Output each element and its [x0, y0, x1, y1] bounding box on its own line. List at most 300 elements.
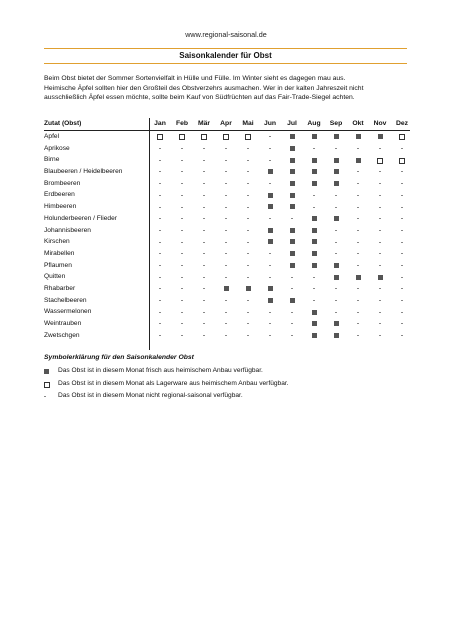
month-cell — [215, 143, 237, 155]
filled-square-icon — [312, 169, 317, 174]
fruit-name: Apfel — [44, 133, 60, 140]
dash-icon — [203, 183, 205, 184]
month-cell — [215, 330, 237, 342]
month-cell — [391, 189, 413, 201]
dash-icon — [203, 288, 205, 289]
dash-icon — [159, 300, 161, 301]
filled-square-icon — [290, 193, 295, 198]
month-cell — [149, 154, 171, 166]
month-cell — [303, 271, 325, 283]
month-header: Sep — [329, 120, 343, 127]
legend-symbol — [44, 390, 52, 403]
month-cell — [281, 271, 303, 283]
dash-icon — [313, 288, 315, 289]
month-cell — [391, 213, 413, 225]
month-cell — [237, 131, 259, 143]
month-cell — [303, 178, 325, 190]
page-title: Saisonkalender für Obst — [44, 48, 407, 64]
month-cell — [259, 271, 281, 283]
month-cell — [347, 178, 369, 190]
month-cell — [259, 225, 281, 237]
month-cell — [259, 318, 281, 330]
dash-icon — [203, 148, 205, 149]
month-cell — [391, 248, 413, 260]
dash-icon — [401, 265, 403, 266]
filled-square-icon — [334, 181, 339, 186]
month-header: Mär — [197, 120, 211, 127]
legend-text: Das Obst ist in diesem Monat frisch aus heimischem Anbau verfügbar. — [58, 367, 263, 374]
dash-icon — [357, 195, 359, 196]
filled-square-icon — [334, 275, 339, 280]
month-cell — [237, 189, 259, 201]
dash-icon — [379, 335, 381, 336]
dash-icon — [225, 312, 227, 313]
month-cell — [193, 201, 215, 213]
dash-icon — [357, 300, 359, 301]
month-cell — [369, 283, 391, 295]
month-cell — [215, 248, 237, 260]
dash-icon — [269, 312, 271, 313]
site-url: www.regional-saisonal.de — [185, 30, 267, 39]
legend-symbol — [44, 365, 52, 378]
dash-icon — [357, 265, 359, 266]
dash-icon — [181, 207, 183, 208]
dash-icon — [379, 265, 381, 266]
fruit-name: Aprikose — [44, 144, 70, 152]
dash-icon — [269, 136, 271, 137]
month-cell — [171, 295, 193, 307]
month-cell — [281, 154, 303, 166]
month-cell — [303, 295, 325, 307]
month-cell — [391, 306, 413, 318]
fruit-name: Rhabarber — [44, 284, 76, 292]
filled-square-icon — [334, 333, 339, 338]
filled-square-icon — [290, 169, 295, 174]
dash-icon — [225, 148, 227, 149]
month-cell — [237, 295, 259, 307]
filled-square-icon — [268, 298, 273, 303]
table-row — [44, 271, 410, 283]
month-cell — [369, 131, 391, 143]
dash-icon — [357, 148, 359, 149]
month-cell — [347, 189, 369, 201]
month-cell — [347, 306, 369, 318]
filled-square-icon — [290, 251, 295, 256]
dash-icon — [203, 312, 205, 313]
month-cell — [193, 295, 215, 307]
fruit-name: Birne — [44, 156, 60, 164]
month-cell — [325, 201, 347, 213]
month-cell — [347, 213, 369, 225]
dash-icon — [159, 148, 161, 149]
filled-square-icon — [312, 333, 317, 338]
dash-icon — [203, 230, 205, 231]
filled-square-icon — [312, 228, 317, 233]
month-cell — [259, 213, 281, 225]
month-cell — [215, 213, 237, 225]
dash-icon — [181, 171, 183, 172]
month-cell — [281, 201, 303, 213]
month-cell — [325, 236, 347, 248]
month-cell — [237, 283, 259, 295]
dash-icon — [159, 277, 161, 278]
month-cell — [369, 330, 391, 342]
dash-icon — [357, 253, 359, 254]
dash-icon — [247, 265, 249, 266]
fruit-name: Blaubeeren / Heidelbeeren — [44, 168, 123, 176]
month-cell — [281, 166, 303, 178]
month-cell — [215, 283, 237, 295]
month-cell — [259, 143, 281, 155]
dash-icon — [159, 288, 161, 289]
month-cell — [325, 131, 347, 143]
filled-square-icon — [268, 204, 273, 209]
dash-icon — [247, 300, 249, 301]
dash-icon — [225, 195, 227, 196]
month-cell — [237, 260, 259, 272]
month-cell — [237, 318, 259, 330]
month-cell — [347, 131, 369, 143]
month-cell — [259, 201, 281, 213]
filled-square-icon — [378, 134, 383, 139]
month-cell — [171, 189, 193, 201]
month-cell — [325, 306, 347, 318]
dash-icon — [203, 195, 205, 196]
dash-icon — [269, 335, 271, 336]
month-cell — [259, 260, 281, 272]
month-cell — [281, 225, 303, 237]
dash-icon — [225, 171, 227, 172]
legend-items — [44, 365, 410, 403]
legend-item — [44, 365, 410, 378]
dash-icon — [401, 300, 403, 301]
month-cell — [325, 225, 347, 237]
fruit-name: Holunderbeeren / Flieder — [44, 214, 117, 222]
month-cell — [391, 131, 413, 143]
month-cell — [237, 236, 259, 248]
dash-icon — [181, 230, 183, 231]
dash-icon — [159, 265, 161, 266]
month-cell — [369, 178, 391, 190]
month-cell — [325, 189, 347, 201]
dash-icon — [181, 323, 183, 324]
month-header: Jun — [263, 120, 277, 127]
dash-icon — [247, 195, 249, 196]
dash-icon — [357, 312, 359, 313]
filled-square-icon — [356, 134, 361, 139]
dash-icon — [181, 335, 183, 336]
dash-icon — [269, 323, 271, 324]
dash-icon — [159, 207, 161, 208]
dash-icon — [225, 335, 227, 336]
month-cell — [149, 248, 171, 260]
dash-icon — [159, 253, 161, 254]
dash-icon — [225, 242, 227, 243]
table-row — [44, 295, 410, 307]
dash-icon — [291, 288, 293, 289]
dash-icon — [357, 183, 359, 184]
dash-icon — [247, 312, 249, 313]
month-cell — [259, 166, 281, 178]
month-cell — [325, 166, 347, 178]
filled-square-icon — [268, 228, 273, 233]
dash-icon — [159, 171, 161, 172]
dash-icon — [269, 265, 271, 266]
fruit-name: Wassermelonen — [44, 308, 92, 316]
month-cell — [303, 330, 325, 342]
table-row — [44, 131, 410, 143]
month-cell — [259, 283, 281, 295]
dash-icon — [203, 323, 205, 324]
filled-square-icon — [334, 134, 339, 139]
fruit-name: Stachelbeeren — [44, 296, 87, 304]
month-cell — [149, 318, 171, 330]
dash-icon — [269, 218, 271, 219]
month-cell — [325, 154, 347, 166]
filled-square-icon — [44, 369, 49, 374]
dash-icon — [181, 277, 183, 278]
legend — [44, 354, 410, 403]
month-cell — [259, 131, 281, 143]
month-cell — [215, 178, 237, 190]
dash-icon — [313, 148, 315, 149]
month-cell — [303, 236, 325, 248]
dash-icon — [247, 183, 249, 184]
dash-icon — [247, 253, 249, 254]
filled-square-icon — [312, 239, 317, 244]
month-cell — [149, 306, 171, 318]
month-cell — [171, 236, 193, 248]
dash-icon — [291, 277, 293, 278]
month-cell — [193, 131, 215, 143]
filled-square-icon — [312, 263, 317, 268]
dash-icon — [379, 323, 381, 324]
dash-icon — [379, 242, 381, 243]
month-cell — [171, 318, 193, 330]
month-cell — [149, 295, 171, 307]
dash-icon — [357, 218, 359, 219]
dash-icon — [225, 300, 227, 301]
filled-square-icon — [312, 158, 317, 163]
month-header: Feb — [175, 120, 189, 127]
filled-square-icon — [268, 286, 273, 291]
dash-icon — [291, 335, 293, 336]
empty-square-icon — [377, 158, 383, 164]
month-cell — [391, 318, 413, 330]
month-cell — [369, 248, 391, 260]
filled-square-icon — [268, 169, 273, 174]
dash-icon — [335, 148, 337, 149]
dash-icon — [401, 277, 403, 278]
month-cell — [193, 330, 215, 342]
table-row — [44, 189, 410, 201]
month-cell — [193, 178, 215, 190]
dash-icon — [269, 148, 271, 149]
dash-icon — [203, 242, 205, 243]
dash-icon — [203, 277, 205, 278]
month-cell — [193, 271, 215, 283]
legend-text: Das Obst ist in diesem Monat als Lagerware aus heimischem Anbau verfügbar. — [58, 379, 289, 387]
month-cell — [325, 143, 347, 155]
table-row — [44, 248, 410, 260]
filled-square-icon — [334, 169, 339, 174]
dash-icon — [181, 218, 183, 219]
dash-icon — [225, 207, 227, 208]
dash-icon — [401, 171, 403, 172]
fruit-name: Erdbeeren — [44, 191, 75, 199]
dash-icon — [247, 218, 249, 219]
month-cell — [193, 283, 215, 295]
fruit-name: Mirabellen — [44, 249, 75, 257]
month-cell — [391, 143, 413, 155]
month-cell — [347, 201, 369, 213]
month-cell — [325, 271, 347, 283]
month-cell — [303, 248, 325, 260]
month-cell — [149, 283, 171, 295]
filled-square-icon — [334, 158, 339, 163]
month-cell — [391, 201, 413, 213]
month-cell — [369, 306, 391, 318]
empty-square-icon — [399, 134, 405, 140]
dash-icon — [269, 277, 271, 278]
month-cell — [193, 306, 215, 318]
dash-icon — [247, 148, 249, 149]
month-cell — [281, 330, 303, 342]
dash-icon — [159, 218, 161, 219]
month-cell — [325, 178, 347, 190]
month-cell — [369, 225, 391, 237]
filled-square-icon — [312, 134, 317, 139]
month-cell — [149, 201, 171, 213]
dash-icon — [335, 288, 337, 289]
dash-icon — [335, 253, 337, 254]
dash-icon — [357, 207, 359, 208]
month-cell — [347, 260, 369, 272]
dash-icon — [357, 230, 359, 231]
month-cell — [281, 131, 303, 143]
month-cell — [215, 318, 237, 330]
month-cell — [281, 283, 303, 295]
month-cell — [171, 213, 193, 225]
dash-icon — [181, 253, 183, 254]
month-cell — [281, 260, 303, 272]
month-cell — [303, 213, 325, 225]
month-cell — [215, 201, 237, 213]
dash-icon — [291, 323, 293, 324]
month-header: Aug — [307, 120, 321, 127]
month-cell — [171, 131, 193, 143]
filled-square-icon — [268, 239, 273, 244]
legend-item — [44, 378, 410, 391]
dash-icon — [401, 323, 403, 324]
dash-icon — [401, 230, 403, 231]
month-cell — [149, 131, 171, 143]
dash-icon — [379, 171, 381, 172]
month-cell — [347, 318, 369, 330]
dash-icon — [379, 253, 381, 254]
month-cell — [215, 225, 237, 237]
filled-square-icon — [334, 216, 339, 221]
filled-square-icon — [312, 321, 317, 326]
filled-square-icon — [224, 286, 229, 291]
month-cell — [237, 271, 259, 283]
dash-icon — [159, 183, 161, 184]
month-cell — [193, 213, 215, 225]
empty-square-icon — [245, 134, 251, 140]
month-cell — [281, 143, 303, 155]
month-cell — [237, 225, 259, 237]
dash-icon — [44, 396, 46, 397]
dash-icon — [225, 265, 227, 266]
seasonal-calendar-table — [44, 118, 410, 341]
dash-icon — [401, 288, 403, 289]
month-cell — [215, 295, 237, 307]
month-cell — [193, 236, 215, 248]
month-cell — [193, 166, 215, 178]
fruit-name: Johannisbeeren — [44, 226, 91, 234]
month-cell — [149, 271, 171, 283]
month-cell — [303, 225, 325, 237]
dash-icon — [335, 230, 337, 231]
dash-icon — [379, 312, 381, 313]
dash-icon — [159, 195, 161, 196]
month-cell — [171, 248, 193, 260]
month-cell — [281, 213, 303, 225]
month-cell — [237, 166, 259, 178]
month-cell — [391, 166, 413, 178]
month-cell — [215, 189, 237, 201]
month-cell — [281, 306, 303, 318]
month-cell — [303, 189, 325, 201]
month-cell — [237, 154, 259, 166]
month-cell — [215, 236, 237, 248]
dash-icon — [225, 183, 227, 184]
dash-icon — [379, 218, 381, 219]
dash-icon — [247, 335, 249, 336]
dash-icon — [225, 253, 227, 254]
month-cell — [347, 248, 369, 260]
intro-paragraph — [44, 74, 410, 103]
table-row — [44, 201, 410, 213]
filled-square-icon — [290, 134, 295, 139]
month-cell — [325, 318, 347, 330]
dash-icon — [379, 148, 381, 149]
dash-icon — [181, 160, 183, 161]
month-cell — [259, 154, 281, 166]
dash-icon — [181, 288, 183, 289]
dash-icon — [247, 207, 249, 208]
month-cell — [369, 318, 391, 330]
dash-icon — [379, 183, 381, 184]
month-header: Dez — [395, 120, 409, 127]
month-header: Nov — [373, 120, 387, 127]
month-cell — [391, 225, 413, 237]
table-row — [44, 330, 410, 342]
empty-square-icon — [399, 158, 405, 164]
filled-square-icon — [290, 298, 295, 303]
dash-icon — [203, 335, 205, 336]
month-header: Jan — [154, 120, 166, 127]
month-header: Jul — [287, 120, 297, 127]
month-cell — [391, 154, 413, 166]
dash-icon — [269, 253, 271, 254]
month-cell — [347, 143, 369, 155]
dash-icon — [379, 300, 381, 301]
month-cell — [391, 178, 413, 190]
month-cell — [303, 318, 325, 330]
dash-icon — [247, 277, 249, 278]
month-cell — [215, 166, 237, 178]
